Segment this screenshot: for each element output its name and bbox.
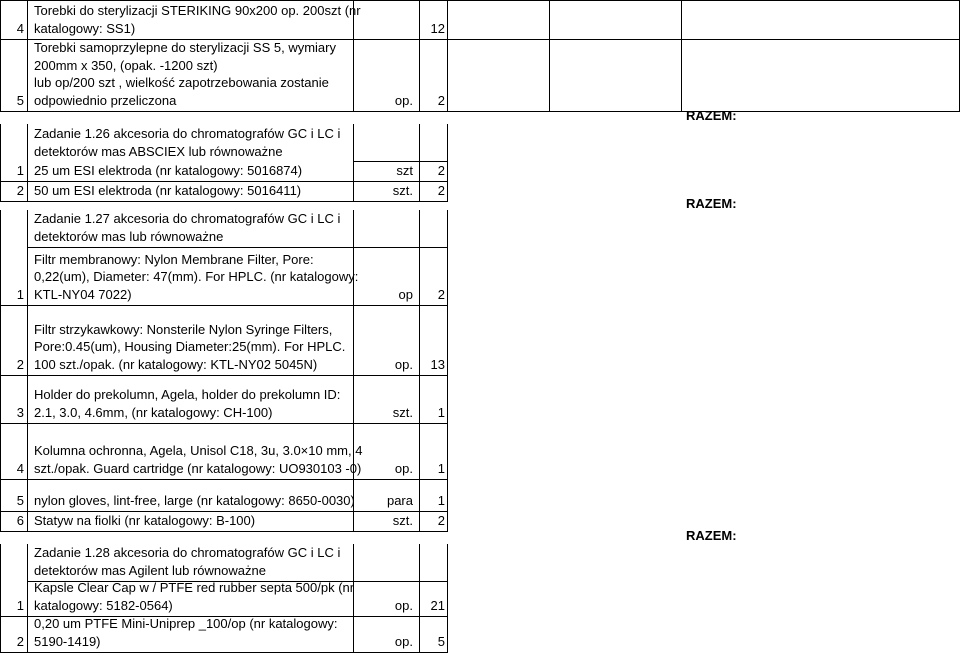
- row-number: 5: [16, 92, 24, 108]
- row-number: 3: [16, 404, 24, 420]
- table-row: [0, 582, 960, 617]
- item-description: Statyw na fiolki (nr katalogowy: B-100): [34, 512, 256, 528]
- row-number: 1: [16, 286, 24, 302]
- item-quantity: 1: [437, 492, 445, 508]
- task-title: Zadanie 1.27 akcesoria do chromatografów GC i LC i detektorów mas lub równoważne: [34, 211, 341, 244]
- item-unit: op.: [394, 633, 413, 649]
- task-header: [0, 544, 960, 582]
- item-description: Kapsle Clear Cap w / PTFE red rubber septa 500/pk (nr katalogowy: 5182-0564): [34, 580, 355, 613]
- item-quantity: 21: [430, 597, 445, 613]
- table-row: [0, 248, 960, 306]
- task-title: Zadanie 1.26 akcesoria do chromatografów GC i LC i detektorów mas ABSCIEX lub równoważne: [34, 126, 341, 159]
- item-description: nylon gloves, lint-free, large (nr katalogowy: 8650-0030): [34, 492, 355, 508]
- row-number: 4: [16, 460, 24, 476]
- row-number: 2: [16, 633, 24, 649]
- item-quantity: 2: [437, 182, 445, 198]
- row-number: 1: [16, 597, 24, 613]
- item-description: Filtr strzykawkowy: Nonsterile Nylon Syringe Filters, Pore:0.45(um), Housing Diameter:25(mm). For HPLC. 100 szt./opak. (nr katalogowy: KTL-NY02 5045N): [34, 321, 346, 372]
- table-row: [0, 480, 960, 512]
- table-row: [0, 424, 960, 480]
- row-number: 4: [16, 20, 24, 36]
- total-label: RAZEM:: [686, 108, 737, 123]
- item-quantity: 1: [437, 460, 445, 476]
- total-label: RAZEM:: [686, 196, 737, 211]
- item-quantity: 2: [437, 286, 445, 302]
- item-unit: op.: [394, 597, 413, 613]
- table-row: [0, 376, 960, 424]
- table-row: [0, 40, 960, 112]
- item-quantity: 2: [437, 92, 445, 108]
- table-row: [0, 0, 960, 40]
- row-number: 5: [16, 492, 24, 508]
- item-description: Torebki do sterylizacji STERIKING 90x200 op. 200szt (nr katalogowy: SS1): [34, 3, 361, 36]
- row-number: 2: [16, 182, 24, 198]
- item-unit: szt.: [392, 404, 413, 420]
- row-number: 1: [16, 162, 24, 178]
- item-unit: op.: [394, 460, 413, 476]
- item-quantity: 2: [437, 512, 445, 528]
- item-description: Torebki samoprzylepne do sterylizacji SS 5, wymiary 200mm x 350, (opak. -1200 szt) lub op/200 szt , wielkość zapotrzebowania zostanie odpowiednio przeliczona: [34, 40, 336, 108]
- table-row: [0, 162, 960, 182]
- item-quantity: 5: [437, 633, 445, 649]
- item-description: Filtr membranowy: Nylon Membrane Filter, Pore: 0,22(um), Diameter: 47(mm). For HPLC. (nr katalogowy: KTL-NY04 7022): [34, 251, 359, 302]
- table-row: [0, 306, 960, 376]
- row-number: 2: [16, 356, 24, 372]
- table-row: [0, 182, 960, 202]
- item-unit: op.: [394, 92, 413, 108]
- item-quantity: 12: [430, 20, 445, 36]
- item-quantity: 13: [430, 356, 445, 372]
- item-quantity: 2: [437, 162, 445, 178]
- item-description: 0,20 um PTFE Mini-Uniprep _100/op (nr katalogowy: 5190-1419): [34, 616, 338, 649]
- item-unit: op: [398, 286, 413, 302]
- item-unit: szt.: [392, 512, 413, 528]
- item-unit: szt: [396, 162, 413, 178]
- item-description: 50 um ESI elektroda (nr katalogowy: 5016411): [34, 182, 302, 198]
- total-label: RAZEM:: [686, 528, 737, 543]
- item-quantity: 1: [437, 404, 445, 420]
- item-unit: szt.: [392, 182, 413, 198]
- task-title: Zadanie 1.28 akcesoria do chromatografów GC i LC i detektorów mas Agilent lub równoważne: [34, 545, 341, 578]
- task-header: [0, 124, 960, 162]
- item-description: Kolumna ochronna, Agela, Unisol C18, 3u, 3.0×10 mm, 4 szt./opak. Guard cartridge (nr katalogowy: UO930103 -0): [34, 443, 363, 476]
- item-description: 25 um ESI elektroda (nr katalogowy: 5016874): [34, 162, 303, 178]
- item-unit: op.: [394, 356, 413, 372]
- table-row: [0, 617, 960, 653]
- table-row: [0, 512, 960, 532]
- task-header: [0, 210, 960, 248]
- item-description: Holder do prekolumn, Agela, holder do prekolumn ID: 2.1, 3.0, 4.6mm, (nr katalogowy: CH-100): [34, 387, 341, 420]
- row-number: 6: [16, 512, 24, 528]
- item-unit: para: [386, 492, 413, 508]
